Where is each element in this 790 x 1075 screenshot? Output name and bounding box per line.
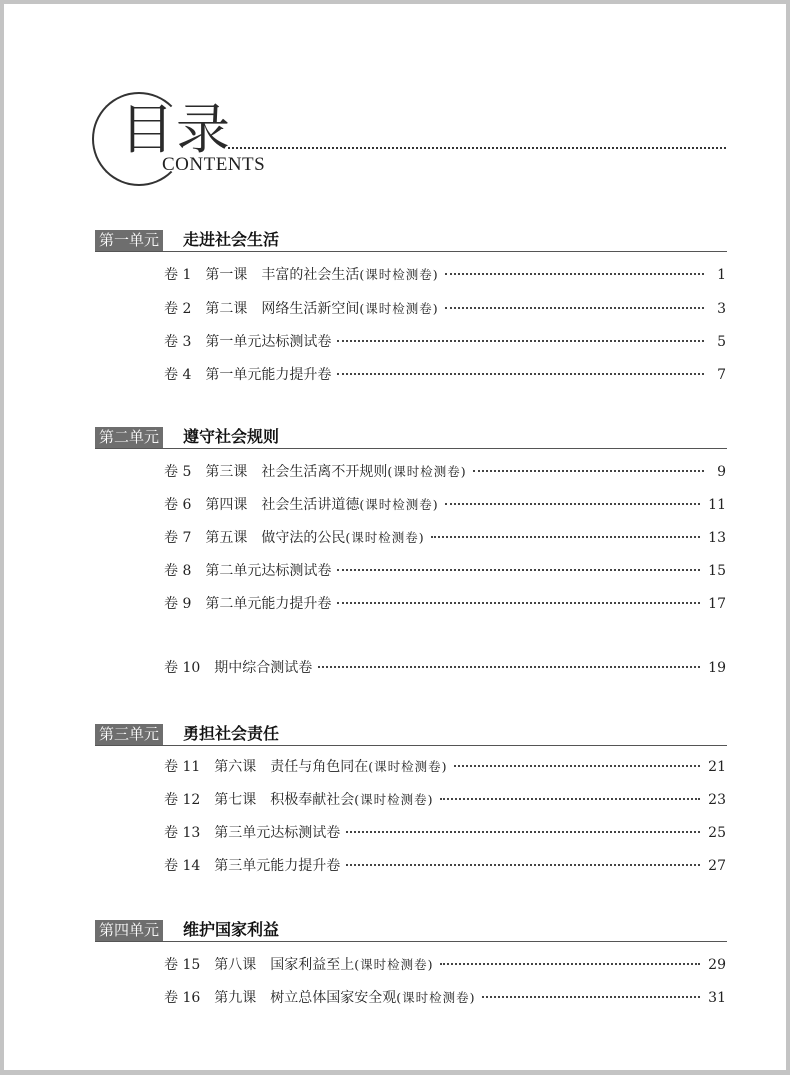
- entry-leader-dots: [337, 602, 700, 604]
- entry-volume: 卷 6: [164, 497, 192, 513]
- entry-volume: 卷 16: [164, 990, 201, 1006]
- entry-volume: 卷 9: [164, 596, 192, 612]
- toc-entry[interactable]: [164, 527, 726, 549]
- entry-leader-dots: [440, 963, 701, 965]
- entry-tag: (课时检测卷): [345, 530, 425, 545]
- entry-volume: 卷 11: [164, 759, 201, 775]
- toc-entry[interactable]: [164, 264, 726, 286]
- entry-title: [270, 987, 475, 1009]
- entry-page-number: 17: [708, 596, 726, 612]
- entry-volume: 卷 10: [164, 660, 201, 676]
- entry-tag: (课时检测卷): [359, 301, 439, 316]
- entry-page-number: 31: [708, 990, 726, 1006]
- entry-volume: 卷 7: [164, 530, 192, 546]
- entry-title: [205, 331, 331, 353]
- entry-title-text: 第一单元达标测试卷: [205, 334, 332, 350]
- entry-volume: 卷 2: [164, 301, 192, 317]
- entry-page-number: 15: [708, 563, 726, 579]
- toc-entry[interactable]: [164, 331, 726, 353]
- unit-rule: [95, 251, 727, 252]
- entry-title-text: 责任与角色同在: [270, 759, 369, 775]
- entry-page-number: 27: [708, 858, 726, 874]
- entry-lesson: 第六课: [214, 759, 257, 775]
- unit-rule: [95, 745, 727, 746]
- entry-lesson: 第八课: [214, 957, 257, 973]
- entry-leader-dots: [445, 273, 704, 275]
- entry-lesson: 第七课: [214, 792, 257, 808]
- entry-volume: 卷 3: [164, 334, 192, 350]
- toc-entry[interactable]: [164, 364, 726, 386]
- entry-leader-dots: [431, 536, 701, 538]
- entry-page-number: 7: [717, 367, 726, 383]
- entry-tag: (课时检测卷): [354, 792, 434, 807]
- entry-title-text: 第二单元能力提升卷: [205, 596, 332, 612]
- entry-title: [205, 593, 331, 615]
- entry-volume: 卷 12: [164, 792, 201, 808]
- entry-title: [270, 954, 433, 976]
- document-page: [4, 4, 786, 1070]
- entry-title-text: 社会生活讲道德: [261, 497, 360, 513]
- entry-title-text: 积极奉献社会: [270, 792, 355, 808]
- entry-leader-dots: [318, 666, 700, 668]
- entry-leader-dots: [346, 864, 700, 866]
- entry-page-number: 25: [708, 825, 726, 841]
- entry-page-number: 29: [708, 957, 726, 973]
- entry-title: [270, 789, 433, 811]
- entry-title-text: 社会生活离不开规则: [261, 464, 388, 480]
- unit-tag: 第二单元: [95, 427, 163, 448]
- entry-title: [261, 264, 438, 286]
- toc-entry[interactable]: [164, 756, 726, 778]
- unit-name: 遵守社会规则: [183, 427, 280, 446]
- entry-title: [261, 298, 438, 320]
- entry-title-text: 第二单元达标测试卷: [205, 563, 332, 579]
- entry-leader-dots: [473, 470, 704, 472]
- entry-title-text: 第三单元能力提升卷: [214, 858, 341, 874]
- toc-entry[interactable]: [164, 657, 726, 679]
- entry-lesson: 第九课: [214, 990, 257, 1006]
- unit-tag: 第一单元: [95, 230, 163, 251]
- entry-title: [214, 822, 340, 844]
- entry-page-number: 23: [708, 792, 726, 808]
- entry-tag: (课时检测卷): [359, 267, 439, 282]
- entry-page-number: 3: [717, 301, 726, 317]
- entry-page-number: 9: [717, 464, 726, 480]
- entry-volume: 卷 5: [164, 464, 192, 480]
- entry-lesson: 第五课: [205, 530, 248, 546]
- toc-header: [92, 92, 732, 192]
- entry-leader-dots: [337, 373, 704, 375]
- toc-entry[interactable]: [164, 560, 726, 582]
- entry-title-text: 期中综合测试卷: [214, 660, 313, 676]
- toc-entry[interactable]: [164, 987, 726, 1009]
- entry-title-text: 第三单元达标测试卷: [214, 825, 341, 841]
- toc-entry[interactable]: [164, 298, 726, 320]
- entry-lesson: 第四课: [205, 497, 248, 513]
- entry-tag: (课时检测卷): [387, 464, 467, 479]
- entry-volume: 卷 4: [164, 367, 192, 383]
- entry-title: [261, 527, 424, 549]
- entry-lesson: 第三课: [205, 464, 248, 480]
- entry-title-text: 国家利益至上: [270, 957, 355, 973]
- entry-title: [214, 657, 312, 679]
- entry-leader-dots: [440, 798, 701, 800]
- entry-tag: (课时检测卷): [368, 759, 448, 774]
- entry-volume: 卷 8: [164, 563, 192, 579]
- toc-entry[interactable]: [164, 461, 726, 483]
- unit-tag: 第四单元: [95, 920, 163, 941]
- unit-header: [95, 920, 727, 942]
- entry-title: [261, 494, 438, 516]
- entry-leader-dots: [445, 307, 704, 309]
- entry-page-number: 5: [717, 334, 726, 350]
- toc-entry[interactable]: [164, 855, 726, 877]
- entry-page-number: 19: [708, 660, 726, 676]
- unit-header: [95, 230, 727, 252]
- entry-title: [205, 364, 331, 386]
- toc-title: 目录: [120, 98, 232, 161]
- entry-tag: (课时检测卷): [396, 990, 476, 1005]
- unit-header: [95, 427, 727, 449]
- entry-volume: 卷 15: [164, 957, 201, 973]
- unit-name: 勇担社会责任: [183, 724, 280, 743]
- entry-leader-dots: [337, 340, 704, 342]
- entry-tag: (课时检测卷): [359, 497, 439, 512]
- toc-entry[interactable]: [164, 954, 726, 976]
- entry-leader-dots: [445, 503, 701, 505]
- entry-title-text: 第一单元能力提升卷: [205, 367, 332, 383]
- entry-lesson: 第一课: [205, 267, 248, 283]
- title-dotted-rule: [228, 147, 726, 149]
- entry-title: [270, 756, 447, 778]
- unit-name: 走进社会生活: [183, 230, 280, 249]
- entry-tag: (课时检测卷): [354, 957, 434, 972]
- entry-leader-dots: [454, 765, 701, 767]
- entry-title: [214, 855, 340, 877]
- entry-title-text: 树立总体国家安全观: [270, 990, 397, 1006]
- entry-title-text: 做守法的公民: [261, 530, 346, 546]
- unit-tag: 第三单元: [95, 724, 163, 745]
- entry-volume: 卷 13: [164, 825, 201, 841]
- toc-entry[interactable]: [164, 822, 726, 844]
- unit-rule: [95, 448, 727, 449]
- entry-volume: 卷 14: [164, 858, 201, 874]
- unit-rule: [95, 941, 727, 942]
- toc-entry[interactable]: [164, 789, 726, 811]
- entry-title-text: 丰富的社会生活: [261, 267, 360, 283]
- entry-leader-dots: [482, 996, 701, 998]
- entry-title: [205, 560, 331, 582]
- entry-leader-dots: [346, 831, 700, 833]
- entry-page-number: 21: [708, 759, 726, 775]
- toc-subtitle: CONTENTS: [162, 154, 266, 175]
- entry-page-number: 13: [708, 530, 726, 546]
- toc-entry[interactable]: [164, 494, 726, 516]
- toc-entry[interactable]: [164, 593, 726, 615]
- entry-page-number: 11: [708, 497, 726, 513]
- entry-page-number: 1: [717, 267, 726, 283]
- unit-name: 维护国家利益: [183, 920, 280, 939]
- entry-volume: 卷 1: [164, 267, 192, 283]
- unit-header: [95, 724, 727, 746]
- entry-lesson: 第二课: [205, 301, 248, 317]
- entry-title: [261, 461, 466, 483]
- entry-title-text: 网络生活新空间: [261, 301, 360, 317]
- entry-leader-dots: [337, 569, 700, 571]
